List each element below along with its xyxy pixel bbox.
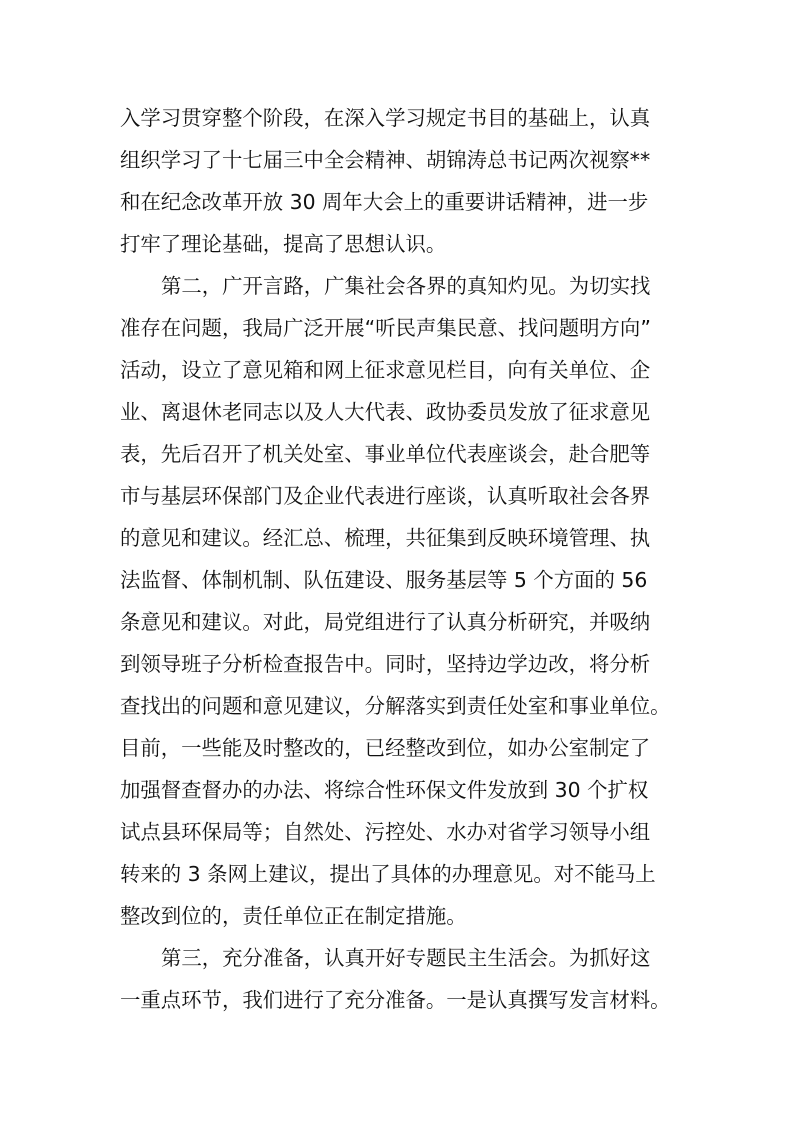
body-text-line: 打牢了理论基础，提高了思想认识。	[120, 232, 447, 256]
body-text-line: 法监督、体制机制、队伍建设、服务基层等 5 个方面的 56	[120, 568, 648, 592]
body-text-line: 业、离退休老同志以及人大代表、政协委员发放了征求意见	[120, 400, 651, 424]
paragraph-3-first-line: 第三，充分准备，认真开好专题民主生活会。为抓好这	[161, 946, 651, 970]
body-text-line: 表，先后召开了机关处室、事业单位代表座谈会，赴合肥等	[120, 442, 651, 466]
body-text-line: 一重点环节，我们进行了充分准备。一是认真撰写发言材料。	[120, 988, 671, 1012]
body-text-line: 活动，设立了意见箱和网上征求意见栏目，向有关单位、企	[120, 358, 651, 382]
body-text-line: 的意见和建议。经汇总、梳理，共征集到反映环境管理、执	[120, 526, 651, 550]
body-text-line: 目前，一些能及时整改的，已经整改到位，如办公室制定了	[120, 736, 651, 760]
body-text-line: 和在纪念改革开放 30 周年大会上的重要讲话精神，进一步	[120, 190, 649, 214]
body-text-line: 查找出的问题和意见建议，分解落实到责任处室和事业单位。	[120, 694, 671, 718]
body-text-line: 入学习贯穿整个阶段，在深入学习规定书目的基础上，认真	[120, 106, 651, 130]
body-text-line: 整改到位的，责任单位正在制定措施。	[120, 904, 467, 928]
body-text-line: 转来的 3 条网上建议，提出了具体的办理意见。对不能马上	[120, 862, 656, 886]
body-text-line: 条意见和建议。对此，局党组进行了认真分析研究，并吸纳	[120, 610, 651, 634]
body-text-line: 市与基层环保部门及企业代表进行座谈，认真听取社会各界	[120, 484, 651, 508]
body-text-line: 试点县环保局等；自然处、污控处、水办对省学习领导小组	[120, 820, 651, 844]
paragraph-2-first-line: 第二，广开言路，广集社会各界的真知灼见。为切实找	[161, 274, 651, 298]
body-text-line: 加强督查督办的办法、将综合性环保文件发放到 30 个扩权	[120, 778, 649, 802]
body-text-line: 组织学习了十七届三中全会精神、胡锦涛总书记两次视察**	[120, 148, 651, 172]
body-text-line: 到领导班子分析检查报告中。同时，坚持边学边改，将分析	[120, 652, 651, 676]
body-text-line: 准存在问题，我局广泛开展“听民声集民意、找问题明方向”	[120, 316, 651, 340]
